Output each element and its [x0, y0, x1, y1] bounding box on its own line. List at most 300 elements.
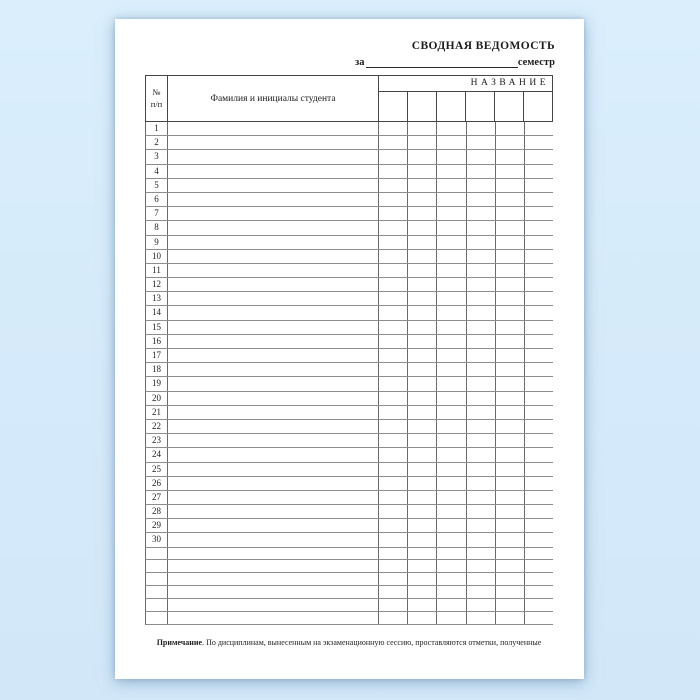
student-name-cell [168, 586, 379, 598]
table-row [145, 250, 553, 264]
row-number-cell: 3 [146, 150, 168, 163]
summary-table [145, 75, 553, 625]
table-row [145, 306, 553, 320]
student-name-cell [168, 548, 379, 560]
grade-cell [496, 221, 525, 234]
row-number-cell: 6 [146, 193, 168, 206]
grade-cell [379, 505, 408, 518]
table-row [145, 335, 553, 349]
row-number-cell: 21 [146, 406, 168, 419]
grade-cell [525, 179, 553, 192]
grade-cell [437, 236, 466, 249]
grade-cell [408, 406, 437, 419]
grade-cell [437, 406, 466, 419]
table-row [145, 491, 553, 505]
student-name-cell [168, 321, 379, 334]
grade-cell [467, 434, 496, 447]
grade-cell [496, 434, 525, 447]
grade-cell [408, 420, 437, 433]
grade-cell [437, 250, 466, 263]
row-number-cell: 1 [146, 122, 168, 135]
row-number-cell: 2 [146, 136, 168, 149]
student-name-cell [168, 533, 379, 546]
table-row [145, 586, 553, 599]
table-row [145, 477, 553, 491]
grade-cell [525, 599, 553, 611]
grade-cell [525, 349, 553, 362]
grade-cell [408, 221, 437, 234]
table-row [145, 505, 553, 519]
grade-cell [437, 122, 466, 135]
student-name-cell [168, 278, 379, 291]
grade-cell [496, 505, 525, 518]
grade-cell [408, 207, 437, 220]
grade-cell [496, 292, 525, 305]
grade-cell [437, 136, 466, 149]
grade-cell [437, 207, 466, 220]
grade-cell [496, 165, 525, 178]
row-number-cell: 18 [146, 363, 168, 376]
grade-cell [467, 221, 496, 234]
grade-cell [379, 612, 408, 624]
table-row [145, 193, 553, 207]
grade-cell [467, 349, 496, 362]
student-name-cell [168, 392, 379, 405]
grade-cell [379, 420, 408, 433]
grade-cell [437, 420, 466, 433]
student-name-cell [168, 519, 379, 532]
student-name-cell [168, 335, 379, 348]
semester-suffix: семестр [517, 57, 555, 68]
grade-cell [467, 477, 496, 490]
grade-cell [437, 321, 466, 334]
grade-cell [408, 236, 437, 249]
table-row [145, 392, 553, 406]
grade-cell [467, 377, 496, 390]
student-name-cell [168, 363, 379, 376]
grade-cell [496, 491, 525, 504]
grade-cell [525, 335, 553, 348]
row-number-cell [146, 586, 168, 598]
grade-cell [408, 292, 437, 305]
footnote-text: . По дисциплинам, вынесенным на экзаменационную сессию, проставляются отметки, полученные [202, 638, 542, 647]
grade-cell [379, 392, 408, 405]
grade-cell [437, 150, 466, 163]
grade-cell [496, 392, 525, 405]
grade-cell [379, 335, 408, 348]
grade-cell [496, 377, 525, 390]
grade-cell [379, 533, 408, 546]
header-number-line1: № [152, 87, 161, 98]
grade-cell [379, 150, 408, 163]
table-row [145, 278, 553, 292]
grade-cell [379, 406, 408, 419]
row-number-cell: 7 [146, 207, 168, 220]
grade-cell [525, 363, 553, 376]
row-number-cell [146, 599, 168, 611]
grade-cell [467, 491, 496, 504]
grade-cell [496, 349, 525, 362]
grade-cell [525, 491, 553, 504]
grade-cell [496, 533, 525, 546]
semester-prefix: за [355, 57, 365, 68]
grade-cell [379, 264, 408, 277]
subject-header-cells [379, 92, 552, 121]
grade-cell [525, 377, 553, 390]
grade-cell [467, 236, 496, 249]
table-row [145, 122, 553, 136]
grade-cell [496, 363, 525, 376]
row-number-cell: 20 [146, 392, 168, 405]
grade-cell [496, 250, 525, 263]
grade-cell [525, 122, 553, 135]
table-row [145, 221, 553, 235]
grade-cell [437, 573, 466, 585]
grade-cell [437, 165, 466, 178]
grade-cell [496, 612, 525, 624]
grade-cell [496, 306, 525, 319]
student-name-cell [168, 573, 379, 585]
student-name-cell [168, 434, 379, 447]
grade-cell [408, 434, 437, 447]
table-row [145, 519, 553, 533]
grade-cell [525, 264, 553, 277]
grade-cell [496, 122, 525, 135]
student-name-cell [168, 599, 379, 611]
grade-cell [525, 278, 553, 291]
row-number-cell: 13 [146, 292, 168, 305]
grade-cell [496, 207, 525, 220]
grade-cell [437, 278, 466, 291]
grade-cell [467, 573, 496, 585]
form-title: СВОДНАЯ ВЕДОМОСТЬ [411, 40, 555, 52]
table-row [145, 560, 553, 573]
row-number-cell [146, 612, 168, 624]
student-name-cell [168, 420, 379, 433]
grade-cell [408, 306, 437, 319]
table-row [145, 548, 553, 561]
grade-cell [525, 477, 553, 490]
grade-cell [467, 406, 496, 419]
grade-cell [467, 150, 496, 163]
table-body [145, 122, 553, 625]
grade-cell [467, 392, 496, 405]
grade-cell [467, 586, 496, 598]
student-name-cell [168, 448, 379, 461]
grade-cell [379, 122, 408, 135]
table-row [145, 377, 553, 391]
table-row [145, 612, 553, 625]
grade-cell [496, 179, 525, 192]
grade-cell [408, 448, 437, 461]
subject-header-cell [466, 92, 495, 121]
subject-header-cell [524, 92, 552, 121]
grade-cell [437, 193, 466, 206]
grade-cell [408, 363, 437, 376]
grade-cell [496, 335, 525, 348]
grade-cell [379, 463, 408, 476]
grade-cell [525, 612, 553, 624]
grade-cell [525, 420, 553, 433]
grade-cell [525, 236, 553, 249]
footnote [135, 638, 563, 648]
grade-cell [496, 136, 525, 149]
grade-cell [496, 236, 525, 249]
grade-cell [379, 349, 408, 362]
student-name-cell [168, 560, 379, 572]
grade-cell [437, 519, 466, 532]
grade-cell [437, 463, 466, 476]
row-number-cell: 15 [146, 321, 168, 334]
row-number-cell: 9 [146, 236, 168, 249]
table-row [145, 165, 553, 179]
grade-cell [525, 221, 553, 234]
grade-cell [525, 505, 553, 518]
grade-cell [437, 491, 466, 504]
grade-cell [525, 519, 553, 532]
table-row [145, 236, 553, 250]
student-name-cell [168, 193, 379, 206]
grade-cell [379, 179, 408, 192]
grade-cell [408, 477, 437, 490]
grade-cell [379, 560, 408, 572]
student-name-cell [168, 612, 379, 624]
row-number-cell: 24 [146, 448, 168, 461]
grade-cell [496, 420, 525, 433]
document-sheet [115, 19, 584, 679]
grade-cell [379, 377, 408, 390]
grade-cell [525, 463, 553, 476]
grade-cell [379, 548, 408, 560]
grade-cell [408, 264, 437, 277]
grade-cell [408, 599, 437, 611]
grade-cell [467, 207, 496, 220]
grade-cell [467, 122, 496, 135]
grade-cell [496, 278, 525, 291]
grade-cell [437, 533, 466, 546]
grade-cell [408, 392, 437, 405]
grade-cell [408, 278, 437, 291]
grade-cell [437, 392, 466, 405]
grade-cell [467, 136, 496, 149]
table-row [145, 321, 553, 335]
table-row [145, 533, 553, 547]
grade-cell [467, 548, 496, 560]
table-row [145, 207, 553, 221]
grade-cell [408, 573, 437, 585]
subject-header-cell [437, 92, 466, 121]
footnote-label: Примечание [156, 638, 203, 647]
student-name-cell [168, 463, 379, 476]
grade-cell [496, 573, 525, 585]
grade-cell [496, 586, 525, 598]
grade-cell [379, 136, 408, 149]
grade-cell [437, 599, 466, 611]
student-name-cell [168, 150, 379, 163]
header-number-column [146, 76, 168, 121]
grade-cell [379, 207, 408, 220]
grade-cell [437, 363, 466, 376]
grade-cell [437, 221, 466, 234]
row-number-cell [146, 573, 168, 585]
student-name-cell [168, 377, 379, 390]
grade-cell [467, 292, 496, 305]
grade-cell [408, 122, 437, 135]
grade-cell [467, 306, 496, 319]
student-name-cell [168, 264, 379, 277]
semester-blank-line [366, 67, 517, 68]
grade-cell [379, 292, 408, 305]
header-number-line2: п/п [150, 98, 163, 109]
grade-cell [437, 505, 466, 518]
row-number-cell: 30 [146, 533, 168, 546]
grade-cell [525, 586, 553, 598]
grade-cell [525, 165, 553, 178]
row-number-cell: 4 [146, 165, 168, 178]
grade-cell [525, 207, 553, 220]
grade-cell [437, 335, 466, 348]
table-row [145, 573, 553, 586]
table-row [145, 434, 553, 448]
grade-cell [496, 406, 525, 419]
row-number-cell: 23 [146, 434, 168, 447]
table-row [145, 599, 553, 612]
grade-cell [379, 321, 408, 334]
student-name-cell [168, 236, 379, 249]
grade-cell [467, 533, 496, 546]
grade-cell [467, 612, 496, 624]
grade-cell [467, 321, 496, 334]
grade-cell [379, 165, 408, 178]
grade-cell [525, 548, 553, 560]
grade-cell [437, 292, 466, 305]
grade-cell [379, 586, 408, 598]
student-name-cell [168, 406, 379, 419]
row-number-cell: 14 [146, 306, 168, 319]
grade-cell [437, 560, 466, 572]
grade-cell [467, 560, 496, 572]
grade-cell [408, 250, 437, 263]
grade-cell [408, 193, 437, 206]
grade-cell [437, 434, 466, 447]
grade-cell [467, 363, 496, 376]
grade-cell [408, 505, 437, 518]
semester-line [355, 56, 555, 69]
row-number-cell: 10 [146, 250, 168, 263]
student-name-cell [168, 349, 379, 362]
grade-cell [408, 586, 437, 598]
row-number-cell: 29 [146, 519, 168, 532]
grade-cell [467, 599, 496, 611]
grade-cell [408, 548, 437, 560]
grade-cell [437, 179, 466, 192]
grade-cell [467, 264, 496, 277]
grade-cell [437, 548, 466, 560]
grade-cell [525, 136, 553, 149]
row-number-cell [146, 548, 168, 560]
subject-header-cell [408, 92, 437, 121]
grade-cell [525, 533, 553, 546]
table-row [145, 349, 553, 363]
row-number-cell: 12 [146, 278, 168, 291]
student-name-cell [168, 179, 379, 192]
grade-cell [408, 533, 437, 546]
grade-cell [379, 250, 408, 263]
grade-cell [408, 165, 437, 178]
grade-cell [379, 221, 408, 234]
row-number-cell: 16 [146, 335, 168, 348]
grade-cell [408, 519, 437, 532]
row-number-cell: 8 [146, 221, 168, 234]
student-name-cell [168, 207, 379, 220]
table-row [145, 292, 553, 306]
grade-cell [408, 335, 437, 348]
grade-cell [496, 264, 525, 277]
row-number-cell: 11 [146, 264, 168, 277]
grade-cell [408, 349, 437, 362]
grade-cell [408, 150, 437, 163]
grade-cell [379, 193, 408, 206]
grade-cell [467, 448, 496, 461]
grade-cell [408, 377, 437, 390]
grade-cell [467, 463, 496, 476]
student-name-cell [168, 306, 379, 319]
grade-cell [467, 278, 496, 291]
row-number-cell: 25 [146, 463, 168, 476]
student-name-cell [168, 505, 379, 518]
grade-cell [525, 560, 553, 572]
grade-cell [525, 406, 553, 419]
subject-header-cell [379, 92, 408, 121]
grade-cell [379, 519, 408, 532]
grade-cell [467, 505, 496, 518]
grade-cell [496, 321, 525, 334]
row-number-cell [146, 560, 168, 572]
grade-cell [467, 179, 496, 192]
header-student-name-column: Фамилия и инициалы студента [168, 76, 379, 121]
row-number-cell: 17 [146, 349, 168, 362]
row-number-cell: 5 [146, 179, 168, 192]
grade-cell [496, 463, 525, 476]
grade-cell [379, 278, 408, 291]
grade-cell [496, 519, 525, 532]
grade-cell [408, 463, 437, 476]
student-name-cell [168, 165, 379, 178]
grade-cell [379, 491, 408, 504]
student-name-cell [168, 136, 379, 149]
table-row [145, 150, 553, 164]
grade-cell [467, 420, 496, 433]
table-header-row [145, 75, 553, 122]
grade-cell [525, 150, 553, 163]
student-name-cell [168, 221, 379, 234]
grade-cell [379, 477, 408, 490]
grade-cell [525, 193, 553, 206]
row-number-cell: 27 [146, 491, 168, 504]
grade-cell [437, 349, 466, 362]
grade-cell [408, 321, 437, 334]
subject-header-cell [495, 92, 524, 121]
grade-cell [496, 477, 525, 490]
grade-cell [525, 292, 553, 305]
grade-cell [408, 612, 437, 624]
table-row [145, 420, 553, 434]
grade-cell [437, 586, 466, 598]
grade-cell [496, 448, 525, 461]
grade-cell [525, 573, 553, 585]
grade-cell [379, 363, 408, 376]
grade-cell [408, 136, 437, 149]
